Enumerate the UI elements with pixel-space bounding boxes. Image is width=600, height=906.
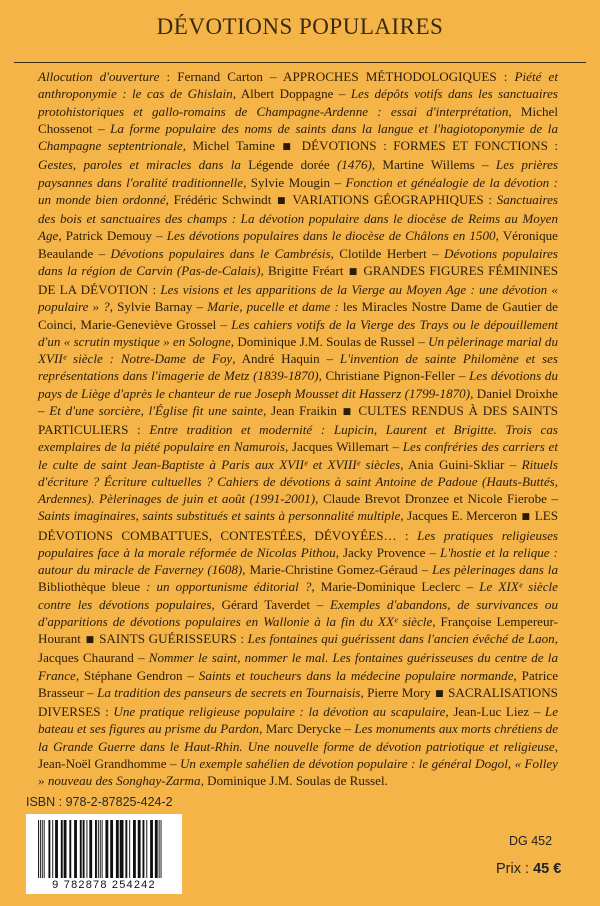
text-segment: , Michel Tamine (182, 138, 282, 153)
article-title: Fonction et généalogie de la dévotion : un monde bien ordonné (38, 174, 558, 207)
text-segment: , Jean Fraikin (263, 402, 342, 418)
barcode-bar (42, 820, 43, 878)
text-segment: , Clotilde Herbert – (330, 245, 445, 261)
text-segment: , Pierre Mory (360, 684, 435, 700)
title-block (0, 14, 600, 40)
article-title: La tradition des panseurs de secrets en Tournaisis (97, 684, 361, 700)
barcode-bar (44, 820, 45, 878)
barcode-number: 9 782878 254242 (52, 879, 156, 891)
barcode-bar (61, 820, 63, 878)
text-segment: , Martine Willems – (371, 157, 496, 173)
text-segment: DÉVOTIONS : FORMES ET FONCTIONS : (295, 138, 558, 153)
article-title: Rituels d'écriture ? Écriture cultuelles ? Cahiers de dévotions à saint Antoine de Padoue (Hauts-Buttés, Ardennes). Pèlerinages de juin et août (1991-2001) (38, 456, 559, 506)
text-segment: SAINTS GUÉRISSEURS : (95, 631, 248, 646)
price-value: 45 € (533, 861, 562, 877)
article-title: La forme populaire des noms de saints dans la langue et l'hagiotoponymie de la Champagne septentrionale (38, 120, 558, 153)
text-segment: , Jean-Luc Liez – (445, 704, 545, 719)
text-segment: , Stéphane Gendron – (75, 667, 199, 683)
barcode-bar (98, 820, 99, 878)
text-segment: , Marie-Dominique Leclerc – (311, 579, 480, 595)
text-segment: les Miracles Nostre Dame de Gautier de Coinci (38, 299, 558, 332)
article-title: Exemples d'abandons, de survivances ou d'apparitions de dévotions populaires en Wallonie à la fin du XXᵉ siècle (38, 596, 558, 629)
article-title: : un opportunisme éditorial ? (146, 579, 312, 595)
barcode-bar (52, 820, 53, 878)
book-title: DÉVOTIONS POPULAIRES (156, 14, 444, 39)
section-separator-icon: ■ (277, 195, 287, 206)
text-segment: , Jacky Provence – (335, 544, 441, 560)
text-segment: LES DÉVOTIONS COMBATTUES, CONTESTÉES, DÉVOYÉES… : (38, 508, 558, 543)
barcode-bar (74, 820, 77, 878)
article-title: (1476) (336, 157, 372, 173)
barcode-bar (69, 820, 71, 878)
section-separator-icon: ■ (521, 512, 531, 523)
section-separator-icon: ■ (348, 266, 359, 277)
section-separator-icon: ■ (342, 406, 353, 417)
article-title: Les prières paysannes dans l'oralité traditionnelle (38, 157, 558, 190)
barcode-bar (138, 820, 141, 878)
section-separator-icon: ■ (85, 635, 95, 645)
article-title: Le bateau et ses figures au prisme du Pardon (38, 704, 559, 737)
article-title: Les dépôts votifs dans les sanctuaires protohistoriques et gallo-romains de Champagne-Ardenne : essai d'interprétation (38, 86, 558, 119)
text-segment: , Jacques Chaurand – (38, 631, 559, 666)
text-segment: , Jean-Noël Grandhomme – (38, 738, 558, 771)
article-title: Les cahiers votifs de la Vierge des Trays ou le dépouillement d'un « scrutin mystique » en Sologne (38, 316, 559, 349)
text-segment: , Brigitte Fréart (260, 262, 348, 278)
text-segment: , Patrick Demouy – (58, 228, 167, 244)
article-title: Les dévotions du pays de Liège d'après le chanteur de rue Joseph Mousset dit Hasserz (1799-1870) (38, 368, 558, 401)
text-segment: , Sylvie Mougin – (243, 174, 346, 190)
text-segment: , Françoise Lempereur-Hourant (38, 613, 558, 646)
barcode (26, 814, 182, 894)
barcode-bar (155, 820, 158, 878)
text-segment: , André Haquin – (232, 351, 340, 366)
barcode-bar (110, 820, 113, 878)
barcode-bar (48, 820, 50, 878)
article-title: Piété et anthroponymie : le cas de Ghislain (38, 69, 559, 102)
text-segment: , Dominique J.M. Soulas de Russel. (200, 773, 388, 788)
barcode-bar (38, 820, 39, 878)
article-title: Un pèlerinage marial du XVIIᵉ siècle : Notre-Dame de Foy (38, 333, 558, 366)
barcode-bar (125, 820, 127, 878)
article-title: Dévotions populaires dans le Cambrésis (110, 245, 331, 261)
article-title: Les visions et les apparitions de la Vierge au Moyen Age : une dévotion « populaire » ? (38, 282, 558, 315)
barcode-bar (83, 820, 85, 878)
text-segment: , Christiane Pignon-Feller – (318, 368, 470, 384)
barcode-bar (64, 820, 67, 878)
text-segment: , Claude Brevot Dronzee et Nicole Fierobe – (315, 491, 559, 506)
barcode-bar (120, 820, 124, 878)
text-segment: GRANDES FIGURES FÉMININES DE LA DÉVOTION : (38, 262, 558, 297)
text-segment: VARIATIONS GÉOGRAPHIQUES : (287, 191, 497, 207)
text-segment: , Dominique J.M. Soulas de Russel – (230, 333, 429, 349)
barcode-bar (129, 820, 130, 878)
article-title: Une pratique religieuse populaire : la dévotion au scapulaire (113, 704, 446, 719)
article-title: Les fontaines qui guérissent dans l'ancien évêché de Laon (247, 631, 555, 646)
article-title: Entre tradition et modernité : Lupicin, Laurent et Brigitte. Trois cas exemplaires de la piété populaire en Namurois (38, 422, 558, 455)
text-segment: , Véronique Beaulande – (38, 228, 558, 261)
barcode-bar (143, 820, 145, 878)
article-title: Un exemple sahélien de dévotion populaire : le général Dogol, « Folley » nouveau des Songhay-Zarma (38, 755, 558, 788)
text-segment: Légende dorée (240, 157, 337, 173)
article-title: L'hostie et la relique : autour du miracle de Faverney (1608) (38, 544, 558, 577)
barcode-bar (102, 820, 103, 878)
barcode-bar (55, 820, 58, 878)
text-segment: , Frédéric Schwindt (165, 191, 277, 207)
article-title: Saints imaginaires, saints substitués et saints à personnalité multiple (38, 508, 401, 524)
barcode-bar (105, 820, 108, 878)
article-title: Les confréries des carriers et le culte de saint Jean-Baptiste à Paris aux XVIIᵉ et XVIIIᵉ siècles (38, 439, 559, 472)
barcode-bar (150, 820, 153, 878)
text-segment: , Marie-Christine Gomez-Géraud – (242, 562, 433, 577)
text-segment: , Gérard Taverdet – (211, 596, 331, 612)
catalog-code: DG 452 (509, 834, 553, 848)
text-segment: , Albert Doppagne – (232, 86, 351, 102)
barcode-bar (100, 820, 101, 878)
article-title: Les pèlerinages dans la (432, 562, 558, 577)
article-title: Nommer le saint, nommer le mal. Les fontaines guérisseuses du centre de la France (38, 650, 558, 683)
price (496, 861, 561, 877)
text-segment: , Michel Chossenot – (38, 103, 558, 136)
article-title: Dévotions populaires dans la région de Carvin (Pas-de-Calais) (38, 245, 558, 278)
article-title: Gestes, paroles et miracles dans la (38, 157, 241, 173)
section-separator-icon: ■ (435, 688, 444, 699)
article-title: Sanctuaires des bois et sanctuaires des champs : La dévotion populaire dans le diocèse de Reims au Moyen Age (38, 191, 558, 244)
barcode-bar (146, 820, 147, 878)
text-segment: , Marc Derycke – (259, 721, 355, 737)
title-divider (14, 62, 586, 63)
text-segment: , Jacques E. Merceron (400, 508, 521, 524)
text-segment: Bibliothèque bleue (38, 579, 147, 595)
barcode-bar (161, 820, 162, 878)
text-segment: , Sylvie Barnay – (109, 299, 208, 315)
article-title: Les pratiques religieuses populaires face à la morale réformée de Nicolas Pithou (38, 527, 558, 560)
section-separator-icon: ■ (282, 142, 295, 152)
text-segment: , Jacques Willemart – (285, 439, 403, 455)
text-segment: , Marie-Geneviève Grossel – (72, 316, 232, 332)
article-title: L'invention de sainte Philomène et ses représentations dans l'imagerie de Metz (1839-1870) (38, 351, 558, 384)
article-title: Allocution d'ouverture (38, 69, 160, 84)
barcode-bar (86, 820, 87, 878)
article-title: Saints et toucheurs dans la médecine populaire normande (198, 667, 514, 683)
text-segment: , Daniel Droixhe – (38, 385, 558, 418)
barcode-bar (89, 820, 92, 878)
isbn-label: ISBN : 978-2-87825-424-2 (26, 795, 173, 809)
article-title: Et d'une sorcière, l'Église fit une sainte (49, 402, 264, 418)
barcode-bar (159, 820, 160, 878)
barcode-bar (133, 820, 136, 878)
text-segment: , Ania Guini-Skliar – (400, 456, 522, 472)
text-segment: CULTES RENDUS À DES SAINTS PARTICULIERS : (38, 402, 558, 437)
text-segment: : Fernand Carton – APPROCHES MÉTHODOLOGIQUES : (159, 69, 515, 84)
price-label: Prix : (496, 861, 534, 877)
text-segment: , Patrice Brasseur – (38, 667, 559, 700)
text-segment: SACRALISATIONS DIVERSES : (38, 684, 558, 719)
barcode-bars (26, 814, 182, 880)
barcode-bar (80, 820, 82, 878)
barcode-bar (40, 820, 41, 878)
article-title: Marie, pucelle et dame : (207, 299, 339, 315)
article-title: Le XIXᵉ siècle contre les dévotions populaires (38, 579, 558, 612)
barcode-bar (95, 820, 97, 878)
table-of-contents (38, 68, 558, 789)
barcode-bar (116, 820, 119, 878)
article-title: Les monuments aux morts chrétiens de la Grande Guerre dans le Haut-Rhin. Une nouvelle forme de dévotion patriotique et religieuse (38, 721, 559, 754)
article-title: Les dévotions populaires dans le diocèse de Châlons en 1500 (166, 228, 496, 244)
